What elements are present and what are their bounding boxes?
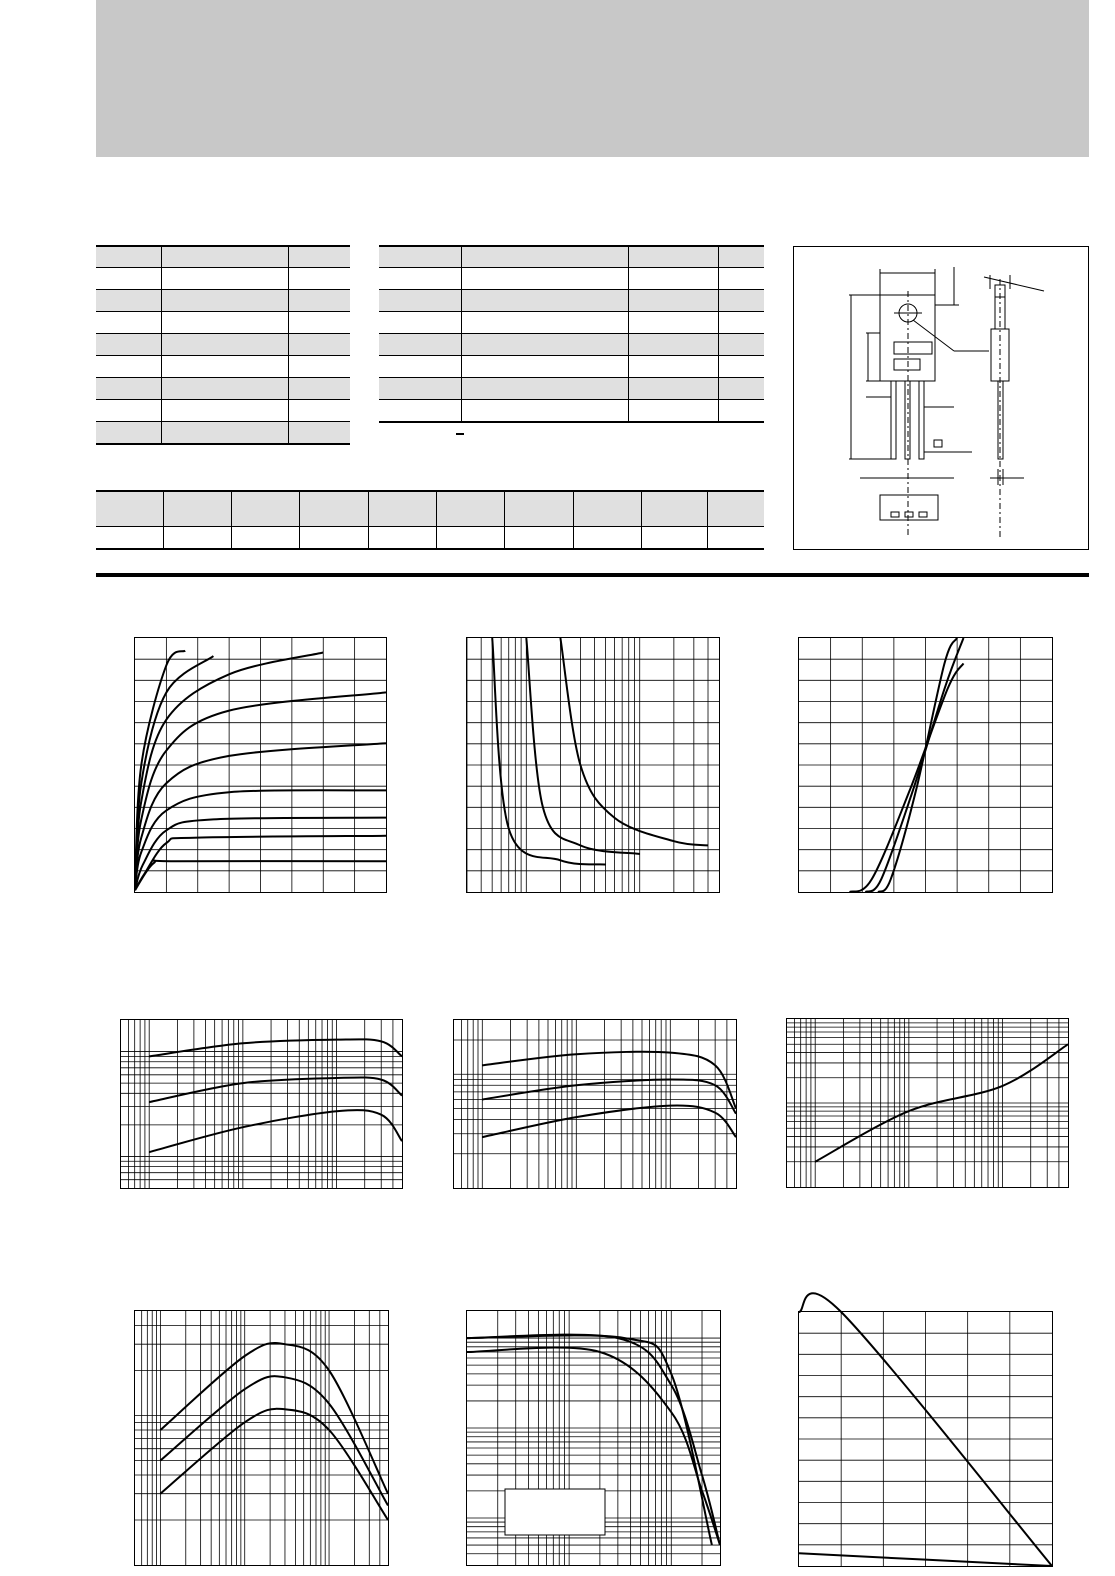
chart-grid [799,638,1052,892]
absolute-max-ratings-table [96,245,350,445]
series-curve-1 [850,663,964,892]
hfe-rank-table [96,490,764,550]
chart-6 [786,1018,1069,1188]
chart-grid [799,1312,1052,1566]
electrical-characteristics-table [379,245,764,423]
chart-plot-area [121,1020,402,1188]
chart-note-box [505,1489,605,1535]
series-curve-3 [482,1105,736,1137]
chart-plot-area [799,638,1052,892]
package-drawing [794,247,1090,551]
chart-plot-area [787,1019,1068,1187]
series-curve-3 [160,1409,388,1520]
section-divider [96,573,1089,577]
chart-grid [787,1019,1068,1187]
series-curve-1 [492,638,605,865]
package-bottom-view [880,495,938,520]
series-curve-2 [526,638,639,854]
marking-area [894,342,932,354]
chart-grid [454,1020,736,1188]
chart-2 [466,637,720,893]
chart-plot-area [467,638,719,892]
chart-8 [466,1310,721,1566]
overline-mark [456,433,464,435]
chart-grid [467,638,719,892]
series-curve-1 [149,1039,402,1056]
chart-plot-area [135,638,386,892]
package-outline [793,246,1089,550]
chart-9 [798,1311,1053,1567]
chart-plot-area [467,1311,720,1565]
chart-plot-area [799,1312,1052,1566]
chart-4 [120,1019,403,1189]
chart-3 [798,637,1053,893]
chart-5 [453,1019,737,1189]
chart-7 [134,1310,389,1566]
series-curve-3 [149,1110,402,1152]
series-curve-2 [160,1376,388,1505]
chart-plot-area [454,1020,736,1188]
series-curve-2 [149,1077,402,1102]
chart-1 [134,637,387,893]
title-band [96,0,1089,157]
chart-grid [135,638,386,892]
series-curve-1 [160,1343,388,1494]
chart-grid [121,1020,402,1188]
chart-plot-area [135,1311,388,1565]
